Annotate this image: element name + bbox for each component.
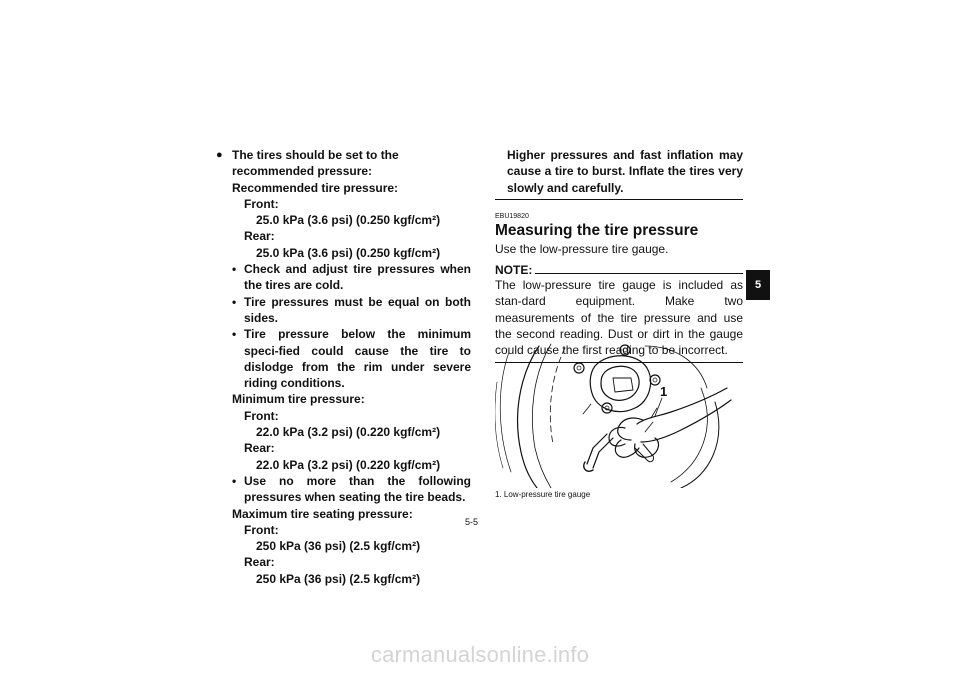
note-divider [535, 273, 743, 274]
list-item: • Tire pressure below the minimum speci-fied could cause the tire to dislodge from the rim under severe riding conditions. [232, 327, 471, 391]
bullet-icon: • [232, 294, 237, 309]
recommended-heading: Recommended tire pressure: [232, 180, 399, 195]
intro-text: The tires should be set to the recommended pressure: [232, 148, 399, 179]
maximum-rear-value: 250 kPa (36 psi) (2.5 kgf/cm²) [256, 571, 421, 586]
main-bullet-block [216, 147, 471, 180]
bullet-icon: • [232, 327, 237, 342]
recommended-rear-value: 25.0 kPa (3.6 psi) (0.250 kgf/cm²) [256, 245, 441, 260]
maximum-front-value: 250 kPa (36 psi) (2.5 kgf/cm²) [256, 539, 421, 554]
minimum-rear-label: Rear: [244, 441, 275, 456]
maximum-rear-label: Rear: [244, 555, 275, 570]
callout-label: 1 [660, 384, 668, 399]
minimum-front-value: 22.0 kPa (3.2 psi) (0.220 kgf/cm²) [256, 425, 441, 440]
minimum-front-label: Front: [244, 408, 279, 423]
warning-text: Higher pressures and fast inflation may cause a tire to burst. Inflate the tires very slowly and carefully. [507, 148, 743, 195]
list-item: • Use no more than the following pressures when seating the tire beads. [232, 473, 471, 505]
section-body: Use the low-pressure tire gauge. [495, 241, 669, 256]
minimum-rear-value: 22.0 kPa (3.2 psi) (0.220 kgf/cm²) [256, 457, 441, 472]
figure-caption: 1. Low-pressure tire gauge [495, 490, 591, 499]
bullet-icon: • [232, 473, 237, 488]
section-code: EBU19820 [495, 212, 529, 220]
bullet-dot: ● [216, 149, 223, 161]
section-tab [746, 270, 770, 300]
bullet-icon: • [232, 262, 237, 277]
page-number: 5-5 [465, 517, 479, 527]
recommended-front-value: 25.0 kPa (3.6 psi) (0.250 kgf/cm²) [256, 213, 441, 228]
hand-with-gauge [584, 388, 731, 471]
wheel-hub [574, 345, 660, 414]
tire-pressure-spec-column [216, 147, 471, 587]
note-label: NOTE: [495, 263, 533, 278]
section-tab-label: 5 [754, 279, 762, 291]
note-header [495, 263, 743, 277]
list-item: • Check and adjust tire pressures when the tires are cold. [232, 262, 471, 293]
measuring-section-column [495, 147, 743, 363]
tire-outline [495, 344, 565, 488]
maximum-heading: Maximum tire seating pressure: [232, 506, 413, 521]
watermark: carmanualsonline.info [370, 642, 590, 667]
recommended-rear-label: Rear: [244, 229, 275, 244]
note-text: The low-pressure tire gauge is included as stan-dard equipment. Make two measurements of the tire pressure and use the second reading. Dust or dirt in the gauge could cause the first reading to be incorrect. [495, 278, 743, 358]
warning-end-rule [495, 199, 743, 200]
callout-leader [655, 398, 662, 416]
tire-gauge-illustration [495, 342, 743, 488]
wheel-rim [645, 346, 719, 488]
maximum-front-label: Front: [244, 522, 279, 537]
minimum-heading: Minimum tire pressure: [232, 392, 365, 407]
list-item: • Tire pressures must be equal on both sides. [232, 294, 471, 325]
section-heading: Measuring the tire pressure [495, 221, 699, 239]
recommended-front-label: Front: [244, 196, 279, 211]
